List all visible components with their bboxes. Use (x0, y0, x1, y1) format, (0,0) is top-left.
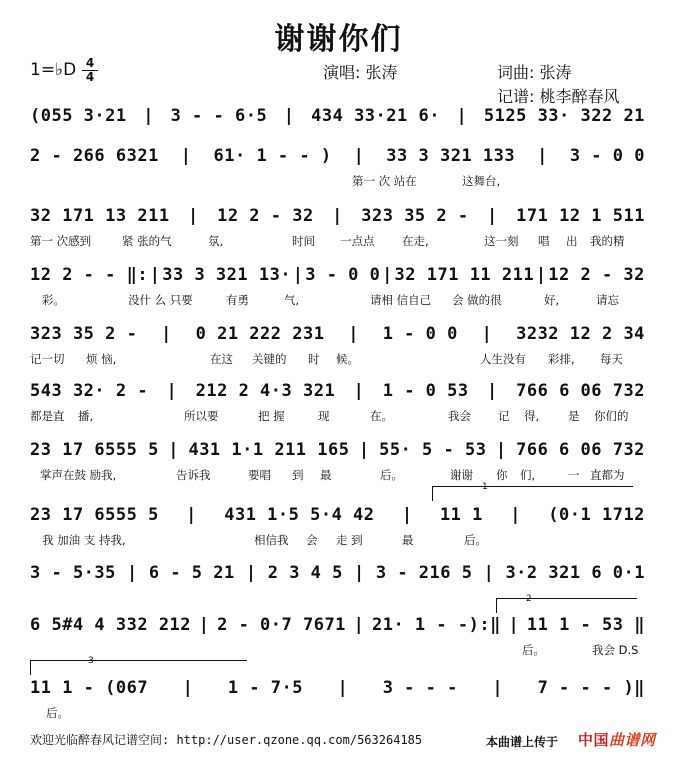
lyric-text: 好, (544, 293, 560, 307)
lyric-text: 时间 (292, 234, 315, 248)
barline: | (492, 678, 504, 698)
notes-line (30, 502, 645, 528)
lyric-text: 每天 (600, 352, 623, 366)
barline: | (537, 146, 548, 166)
measure: 23 17 6555 5 (30, 505, 159, 525)
lyric-text: 烦 恼, (86, 352, 117, 366)
measure: 6 - 5 21 (148, 563, 235, 583)
barline: | (487, 206, 498, 226)
measure: 61· 1 - - ) (213, 146, 332, 166)
lyric-text: 人生没有 (480, 352, 526, 366)
lyrics-line (30, 233, 645, 249)
lyric-text: 在走, (402, 234, 429, 248)
lyric-text: 第一 次感到 (30, 234, 92, 248)
lyricist-credit: 词曲: 张涛 (497, 63, 572, 82)
lyric-text: 后。 (380, 468, 403, 482)
lyric-text: 们, (520, 468, 536, 482)
lyrics-line (30, 705, 645, 721)
lyric-text: 你们的 (594, 409, 629, 423)
lyric-text: 掌声在鼓 励我, (40, 468, 117, 482)
measure: 32 171 11 211 (394, 265, 535, 285)
measure: 1 - 0 53 (382, 381, 469, 401)
footer-url: 欢迎光临醉春风记谱空间: http://user.qzone.qq.com/563264185 (30, 733, 423, 747)
barline: | (187, 206, 199, 226)
barline: | (487, 381, 498, 401)
lyric-text: 会 (306, 533, 318, 547)
lyric-text: 我的精 (590, 234, 625, 248)
measure: 323 35 2 - (30, 324, 138, 344)
lyric-text: 一 (568, 468, 580, 482)
barline: | (382, 265, 393, 285)
lyric-text: 出 (566, 234, 578, 248)
barline: | (483, 563, 495, 583)
measure: 2 3 4 5 (267, 563, 343, 583)
lyrics-line (30, 173, 645, 189)
lyric-text: 一点点 (340, 234, 375, 248)
barline: | (168, 440, 180, 460)
lyric-text: 会 做的很 (452, 293, 502, 307)
measure: 431 1·1 211 165 (188, 440, 350, 460)
measure: 55· 5 - 53 (379, 440, 487, 460)
barline: | (198, 615, 210, 635)
barline: | (180, 146, 192, 166)
notes-line (30, 675, 645, 701)
notes-line (30, 203, 645, 229)
lyrics-line (30, 351, 645, 367)
measure: 5125 33· 322 21 (483, 106, 645, 126)
measure: 1 - 7·5 (227, 678, 303, 698)
measure: (055 3·21 (30, 106, 127, 126)
barline: | (166, 381, 178, 401)
barline: | (353, 563, 365, 583)
lyric-text: 记 (498, 409, 510, 423)
upload-note: 本曲谱上传于 (486, 735, 559, 749)
notes-line (30, 321, 645, 347)
measure: 2 - 266 6321 (30, 146, 159, 166)
barline: | (508, 615, 520, 635)
barline: | (332, 206, 343, 226)
barline: | (456, 106, 468, 126)
volta-bracket-1 (432, 486, 633, 501)
barline: | (186, 505, 197, 525)
lyric-text: 直都为 (590, 468, 625, 482)
notes-line (30, 560, 645, 586)
lyric-text: 得, (524, 409, 540, 423)
logo-part-a: 中国 (578, 731, 610, 749)
notes-line (30, 378, 645, 404)
lyric-text: 气, (284, 293, 300, 307)
lyric-text: 最 (320, 468, 332, 482)
lyric-text: 所以要 (184, 409, 219, 423)
lyric-text: 后。 (46, 706, 69, 720)
barline: | (127, 563, 138, 583)
measure: 431 1·5 5·4 42 (224, 505, 375, 525)
measure: 0 21 222 231 (195, 324, 325, 344)
volta-bracket-3 (30, 660, 247, 675)
song-title: 谢谢你们 (274, 22, 403, 57)
measure: 1 - 0 0 (382, 324, 458, 344)
volta-bracket-2 (496, 598, 637, 613)
barline: | (401, 505, 413, 525)
lyric-text: 彩排, (548, 352, 575, 366)
lyric-text: 请忘 (596, 293, 619, 307)
lyric-text: 有勇 (226, 293, 249, 307)
barline: | (510, 505, 521, 525)
volta-label-3: 3 (88, 656, 94, 666)
volta-label-1: 1 (482, 482, 488, 492)
notes-line (30, 103, 645, 129)
lyric-text: 第一 次 站在 (352, 174, 417, 188)
logo-part-b: 曲谱网 (609, 731, 656, 749)
barline: | (481, 324, 493, 344)
lyric-text: 是 (568, 409, 580, 423)
measure: (0·1 1712 (548, 505, 645, 525)
notes-line (30, 437, 645, 463)
lyric-text: 谢谢 (450, 468, 473, 482)
lyric-text: 后。 (522, 643, 545, 657)
lyrics-line (30, 642, 645, 658)
lyrics-line (30, 532, 645, 548)
measure: 323 35 2 - (361, 206, 469, 226)
measure: 2 - 0·7 7671 (217, 615, 346, 635)
notation-credit: 记谱: 桃李醉春风 (497, 87, 620, 106)
notes-line (30, 143, 645, 169)
lyric-text: 氛, (208, 234, 224, 248)
time-signature (82, 58, 98, 83)
measure: 11 1 - 53 ‖ (526, 615, 645, 635)
measure: 6 5#4 4 332 212 (30, 615, 192, 635)
lyric-text: 走 到 (336, 533, 363, 547)
lyric-text: 告诉我 (176, 468, 211, 482)
lyric-text: 紧 张的气 (122, 234, 172, 248)
lyric-text: 在。 (370, 409, 393, 423)
measure: 3 - 216 5 (375, 563, 473, 583)
lyric-text: 你 (496, 468, 508, 482)
barline: | (337, 678, 349, 698)
measure: 171 12 1 511 (516, 206, 645, 226)
lyric-text: 播, (78, 409, 94, 423)
meter-bottom: 4 (85, 70, 95, 84)
barline: | (182, 678, 194, 698)
barline: | (143, 106, 154, 126)
measure: 434 33·21 6· (311, 106, 440, 126)
key-signature: 1=♭D (30, 60, 77, 80)
lyric-text: 在这 (210, 352, 233, 366)
barline: | (149, 265, 161, 285)
measure: 33 3 321 133 (386, 146, 516, 166)
lyric-text: 相信我 (254, 533, 289, 547)
barline: | (283, 106, 295, 126)
site-logo (578, 729, 656, 750)
measure: 23 17 6555 5 (30, 440, 159, 460)
lyric-text: 把 握 (258, 409, 285, 423)
lyric-text: 这舞台, (462, 174, 501, 188)
lyric-text: 没什 么 只要 (128, 293, 193, 307)
lyric-text: 现 (318, 409, 330, 423)
measure: 12 2 - 32 (217, 206, 314, 226)
lyric-text: 请相 信自己 (370, 293, 432, 307)
lyric-text: 我会 D.S (592, 643, 639, 657)
lyric-text: 到 (292, 468, 304, 482)
measure: 212 2 4·3 321 (195, 381, 336, 401)
barline: | (495, 440, 507, 460)
measure: 3 - 0 0 (569, 146, 645, 166)
barline: | (535, 265, 547, 285)
lyric-text: 时 (308, 352, 320, 366)
barline: | (292, 265, 304, 285)
barline: | (353, 381, 365, 401)
lyric-text: 后。 (464, 533, 487, 547)
barline: | (348, 324, 359, 344)
lyric-text: 关键的 (252, 352, 287, 366)
lyric-text: 最 (402, 533, 414, 547)
lyrics-line (30, 408, 645, 424)
lyric-text: 彩。 (42, 293, 65, 307)
measure: 766 6 06 732 (516, 440, 645, 460)
measure: 7 - - - )‖ (537, 678, 645, 698)
measure: 11 1 (439, 505, 483, 525)
measure: 3 - - - (382, 678, 458, 698)
measure: 543 32· 2 - (30, 381, 149, 401)
barline: | (245, 563, 257, 583)
measure: 32 171 13 211 (30, 206, 170, 226)
barline: | (161, 324, 172, 344)
lyric-text: 记一切 (30, 352, 65, 366)
measure: 766 6 06 732 (516, 381, 645, 401)
measure: 3232 12 2 34 (516, 324, 645, 344)
measure: 3 - - 6·5 (170, 106, 268, 126)
measure: 3·2 321 6 0·1 (505, 563, 645, 583)
lyric-text: 我会 (448, 409, 471, 423)
lyric-text: 我 加油 支 持我, (42, 533, 126, 547)
lyric-text: 这一刻 (484, 234, 519, 248)
notes-line (30, 262, 645, 288)
lyric-text: 候。 (336, 352, 359, 366)
lyric-text: 要唱 (248, 468, 271, 482)
measure: 21· 1 - -):‖ (371, 615, 501, 635)
measure: 12 2 - - ‖: (30, 265, 149, 285)
measure: 33 3 321 13· (162, 265, 292, 285)
lyrics-line (30, 292, 645, 308)
measure: 3 - 5·35 (30, 563, 116, 583)
barline: | (353, 615, 365, 635)
meter-top: 4 (85, 56, 95, 70)
measure: 3 - 0 0 (305, 265, 381, 285)
lyrics-line (30, 467, 645, 483)
measure: 11 1 - (067 (30, 678, 149, 698)
lyric-text: 都是直 (30, 409, 65, 423)
volta-label-2: 2 (526, 594, 532, 604)
notes-line (30, 612, 645, 638)
barline: | (358, 440, 370, 460)
singer-credit: 演唱: 张涛 (323, 63, 398, 82)
measure: 12 2 - 32 (548, 265, 645, 285)
barline: | (353, 146, 365, 166)
lyric-text: 唱 (538, 234, 550, 248)
